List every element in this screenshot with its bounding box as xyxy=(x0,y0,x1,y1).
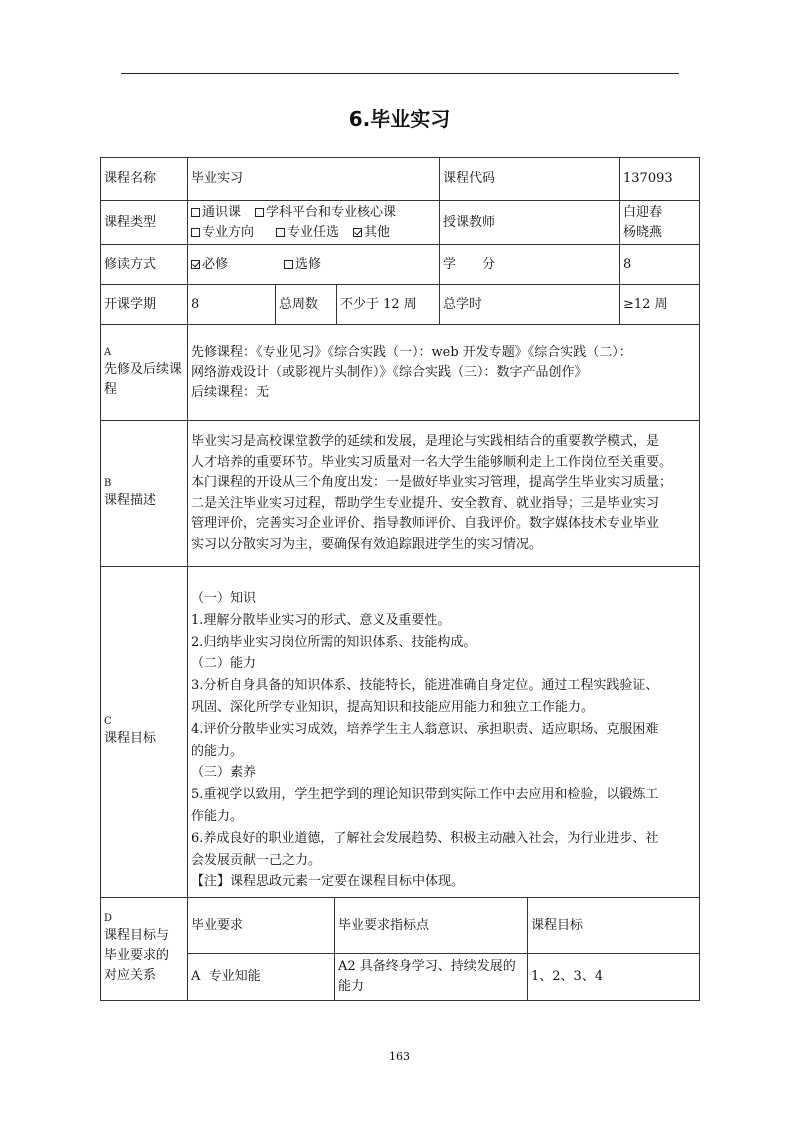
mapping-cell-goals: 1、2、3、4 xyxy=(528,954,700,1001)
course-table xyxy=(100,157,700,1001)
section-b-content: 毕业实习是高校课堂教学的延续和发展，是理论与实践相结合的重要教学模式，是 人才培养的重要环节。毕业实习质量对一名大学生能够顺利走上工作岗位至关重要。 本门课程的开设从三个角度出发：一是做好毕业实习管理，提高学生毕业实习质量； 二是关注毕业实习过程，帮助学生专业提升、安全教育、就业指导；三是毕业实习 管理评价，完善实习企业评价、指导教师评价、自我评价。数字媒体技术专业毕业 实习以分散实习为主，要确保有效追踪跟进学生的实习情况。 xyxy=(188,421,700,567)
page-title: 6.毕业实习 xyxy=(348,107,451,131)
checkbox-required[interactable] xyxy=(191,260,200,269)
mapping-header-requirement: 毕业要求 xyxy=(188,898,335,954)
course-type-label: 课程类型 xyxy=(101,201,188,245)
checkbox-general[interactable] xyxy=(191,208,200,217)
study-mode-options: 必修 选修 xyxy=(188,245,440,285)
checkbox-other[interactable] xyxy=(353,228,362,237)
weeks-label: 总周数 xyxy=(276,285,337,325)
course-name-label: 课程名称 xyxy=(101,158,188,201)
hours-value: ≥12 周 xyxy=(620,285,700,325)
section-c-label: C 课程目标 xyxy=(101,567,188,898)
mapping-cell-requirement: A 专业知能 xyxy=(188,954,335,1001)
checkbox-direction[interactable] xyxy=(191,228,200,237)
course-name-value: 毕业实习 xyxy=(188,158,440,201)
checkbox-elective[interactable] xyxy=(276,228,285,237)
course-code-label: 课程代码 xyxy=(440,158,620,201)
course-type-options: 通识课 学科平台和专业核心课 专业方向 专业任选 其他 xyxy=(188,201,440,245)
term-label: 开课学期 xyxy=(101,285,188,325)
hours-label: 总学时 xyxy=(440,285,620,325)
checkbox-optional[interactable] xyxy=(284,260,293,269)
credit-label: 学 分 xyxy=(440,245,620,285)
section-c-content: （一）知识 1.理解分散毕业实习的形式、意义及重要性。 2.归纳毕业实习岗位所需的知识体系、技能构成。 （二）能力 3.分析自身具备的知识体系、技能特长，能进准确自身定位。通过工程实践验证、 巩固、深化所学专业知识，提高知识和技能应用能力和独立工作能力。 4.评价分散毕业实习成效，培养学生主人翁意识、承担职责、适应职场、克服困难 的能力。 （三）素养 5.重视学以致用，学生把学到的理论知识带到实际工作中去应用和检验，以锻炼工 作能力。 6.养成良好的职业道德，了解社会发展趋势、积极主动融入社会，为行业进步、社 会发展贡献一己之力。 【注】课程思政元素一定要在课程目标中体现。 xyxy=(188,567,700,898)
term-value: 8 xyxy=(188,285,276,325)
mapping-header-indicator: 毕业要求指标点 xyxy=(335,898,528,954)
mapping-cell-indicator: A2 具备终身学习、持续发展的能力 xyxy=(335,954,528,1001)
weeks-value: 不少于 12 周 xyxy=(337,285,440,325)
section-a-label: A 先修及后续课程 xyxy=(101,325,188,421)
section-d-label: D 课程目标与 毕业要求的 对应关系 xyxy=(101,898,188,1001)
section-a-content: 先修课程：《专业见习》《综合实践（一）：web 开发专题》《综合实践（二）： 网络游戏设计（或影视片头制作）》《综合实践（三）：数字产品创作》 后续课程：无 xyxy=(188,325,700,421)
study-mode-label: 修读方式 xyxy=(101,245,188,285)
section-b-label: B 课程描述 xyxy=(101,421,188,567)
teacher-label: 授课教师 xyxy=(440,201,620,245)
checkbox-core[interactable] xyxy=(255,208,264,217)
page-number: 163 xyxy=(389,1050,410,1063)
header-rule xyxy=(121,73,679,74)
credit-value: 8 xyxy=(620,245,700,285)
mapping-header-goals: 课程目标 xyxy=(528,898,700,954)
teacher-value: 白迎春 杨晓燕 xyxy=(620,201,700,245)
course-code-value: 137093 xyxy=(620,158,700,201)
